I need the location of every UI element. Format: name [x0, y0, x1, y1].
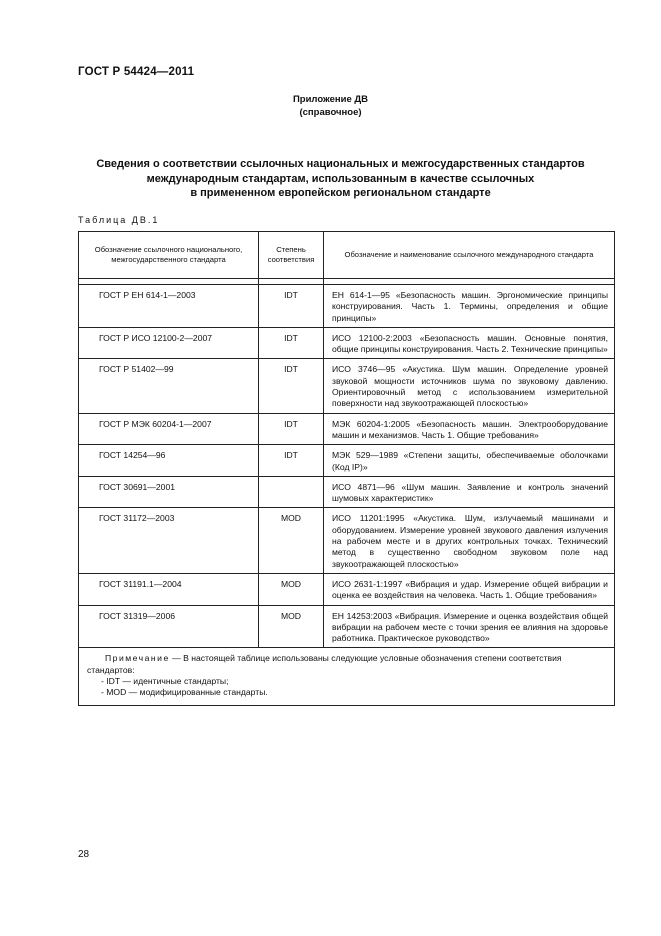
- cell-standard: ГОСТ 14254—96: [79, 445, 259, 477]
- table-row: [79, 445, 615, 477]
- table-caption: Таблица ДВ.1: [78, 215, 160, 225]
- appendix-subtitle: (справочное): [299, 107, 362, 118]
- table-note: [79, 648, 615, 705]
- table-row: [79, 413, 615, 445]
- cell-standard: ГОСТ 31172—2003: [79, 508, 259, 573]
- cell-standard: ГОСТ Р ЕН 614-1—2003: [79, 285, 259, 328]
- cell-degree: IDT: [259, 359, 324, 413]
- cell-standard: ГОСТ 30691—2001: [79, 476, 259, 508]
- table-header-row: [79, 232, 615, 279]
- header-national-standard: Обозначение ссылочного национального, межгосударственного стандарта: [79, 232, 259, 279]
- cell-standard: ГОСТ Р 51402—99: [79, 359, 259, 413]
- cell-degree: IDT: [259, 413, 324, 445]
- cell-reference: МЭК 60204-1:2005 «Безопасность машин. Электрооборудование машин и механизмов. Часть 1. Общие требования»: [324, 413, 615, 445]
- correspondence-table: [78, 231, 615, 706]
- cell-reference: ИСО 2631-1:1997 «Вибрация и удар. Измерение общей вибрации и оценка ее воздействия на человека. Часть 1. Общие требования»: [324, 573, 615, 605]
- cell-standard: ГОСТ 31319—2006: [79, 605, 259, 648]
- cell-degree: MOD: [259, 605, 324, 648]
- document-id: ГОСТ Р 54424—2011: [78, 66, 195, 78]
- section-title-line-1: Сведения о соответствии ссылочных национальных и межгосударственных стандартов: [96, 158, 585, 170]
- section-title-line-2: международным стандартам, использованным в качестве ссылочных: [146, 172, 535, 185]
- table-row: [79, 359, 615, 413]
- header-degree: Степень соответствия: [259, 232, 324, 279]
- cell-standard: ГОСТ Р ИСО 12100-2—2007: [79, 327, 259, 359]
- cell-degree: MOD: [259, 508, 324, 573]
- table-row: [79, 573, 615, 605]
- table-row: [79, 605, 615, 648]
- appendix-title: Приложение ДВ: [292, 94, 369, 105]
- appendix-heading: [0, 93, 661, 119]
- cell-reference: ЕН 14253:2003 «Вибрация. Измерение и оценка воздействия общей вибрации на рабочем месте с точки зрения ее влияния на здоровье работника. Практическое руководство»: [324, 605, 615, 648]
- cell-reference: ИСО 12100-2:2003 «Безопасность машин. Основные понятия, общие принципы конструирования. Часть 2. Технические принципы»: [324, 327, 615, 359]
- cell-degree: IDT: [259, 285, 324, 328]
- cell-standard: ГОСТ 31191.1—2004: [79, 573, 259, 605]
- table-row: [79, 285, 615, 328]
- cell-reference: ИСО 3746—95 «Акустика. Шум машин. Определение уровней звуковой мощности источников шума по звуковому давлению. Ориентировочный метод с использованием измерительной поверхности над звукоотражающей плоскостью»: [324, 359, 615, 413]
- note-item-idt: - IDT — идентичные стандарты;: [101, 676, 229, 687]
- cell-degree: IDT: [259, 327, 324, 359]
- cell-reference: ИСО 4871—96 «Шум машин. Заявление и контроль значений шумовых характеристик»: [324, 476, 615, 508]
- section-title: [70, 157, 611, 201]
- cell-degree: IDT: [259, 445, 324, 477]
- header-international-standard: Обозначение и наименование ссылочного международного стандарта: [324, 232, 615, 279]
- table-row: [79, 327, 615, 359]
- cell-reference: МЭК 529—1989 «Степени защиты, обеспечиваемые оболочками (Код IP)»: [324, 445, 615, 477]
- note-text: — В настоящей таблице использованы следующие условные обозначения степени соответствия стандартов:: [87, 653, 562, 675]
- note-item-mod: - MOD — модифицированные стандарты.: [101, 687, 268, 698]
- table-row: [79, 476, 615, 508]
- page-number: 28: [78, 849, 90, 860]
- table-row: [79, 508, 615, 573]
- section-title-line-3: в примененном европейском региональном стандарте: [190, 187, 491, 199]
- note-label: Примечание: [105, 653, 170, 664]
- cell-reference: ЕН 614-1—95 «Безопасность машин. Эргономические принципы конструирования. Часть 1. Термины, определения и общие принципы»: [324, 285, 615, 328]
- cell-degree: MOD: [259, 573, 324, 605]
- cell-standard: ГОСТ Р МЭК 60204-1—2007: [79, 413, 259, 445]
- cell-degree: [259, 476, 324, 508]
- table-note-row: [79, 648, 615, 705]
- cell-reference: ИСО 11201:1995 «Акустика. Шум, излучаемый машинами и оборудованием. Измерение уровней звукового давления излучения на рабочем месте и в других контрольных точках. Технический метод в существенно свободном звуковом поле над звукоотражающей плоскостью»: [324, 508, 615, 573]
